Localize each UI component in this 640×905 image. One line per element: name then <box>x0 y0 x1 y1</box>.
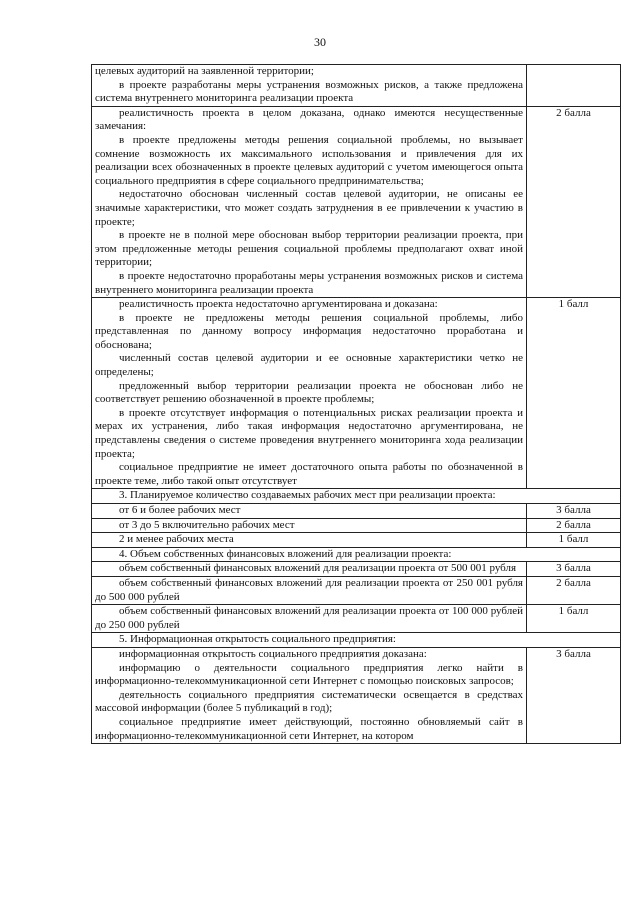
score-cell: 3 балла <box>527 504 621 519</box>
criterion-paragraph: реалистичность проекта в целом доказана, однако имеются несущественные замечания: <box>95 106 523 133</box>
criterion-row <box>92 518 621 533</box>
criterion-description <box>92 562 527 577</box>
criterion-paragraph: целевых аудиторий на заявленной территории; <box>95 65 314 77</box>
criteria-table <box>91 64 621 744</box>
section-heading <box>92 547 621 562</box>
criterion-description <box>92 106 527 297</box>
section-heading <box>92 633 621 648</box>
criterion-paragraph: предложенный выбор территории реализации проекта не обоснован либо не соответствует решению обозначенной в проекте проблемы; <box>95 379 523 406</box>
criterion-row <box>92 533 621 548</box>
criterion-paragraph: численный состав целевой аудитории и ее основные характеристики четко не определены; <box>95 352 523 379</box>
criterion-paragraph: деятельность социального предприятия систематически освещается в средствах массовой информации (более 5 публикаций в год); <box>95 688 523 715</box>
section-heading <box>92 489 621 504</box>
criterion-description <box>92 533 527 548</box>
criterion-row <box>92 562 621 577</box>
criterion-paragraph: социальное предприятие имеет действующий, постоянно обновляемый сайт в информационно-телекоммуникационной сети Интернет, на котором <box>95 715 523 742</box>
section-heading-row <box>92 633 621 648</box>
criterion-row <box>92 647 621 743</box>
score-cell: 2 балла <box>527 576 621 604</box>
section-heading-row <box>92 489 621 504</box>
criterion-description <box>92 298 527 489</box>
criterion-paragraph: в проекте не предложены методы решения социальной проблемы, либо представленная по данному вопросу информация недостаточно проработана и обоснована; <box>95 311 523 351</box>
criterion-paragraph: информацию о деятельности социального предприятия легко найти в информационно-телекоммуникационной сети Интернет с помощью поисковых запросов; <box>95 661 523 688</box>
criterion-paragraph: в проекте предложены методы решения социальной проблемы, но вызывает сомнение возможность их максимального использования и привлечения для их реализации всех обозначенных в проекте целевых аудиторий с учетом имеющегося опыта социального предприятия в сфере социального предпринимательства; <box>95 133 523 187</box>
score-cell: 2 балла <box>527 106 621 297</box>
criterion-paragraph: недостаточно обоснован численный состав целевой аудитории, не описаны ее значимые характеристики, что может создать затруднения в ее привлечении к участию в проекте; <box>95 188 523 228</box>
section-heading-row <box>92 547 621 562</box>
score-cell: 2 балла <box>527 518 621 533</box>
criterion-paragraph: в проекте разработаны меры устранения возможных рисков, а также предложена система внутреннего мониторинга реализации проекта <box>95 78 523 105</box>
score-cell: 1 балл <box>527 298 621 489</box>
score-cell: 3 балла <box>527 647 621 743</box>
criterion-row <box>92 576 621 604</box>
criterion-row <box>92 298 621 489</box>
page-number: 30 <box>314 35 326 49</box>
section-heading-text: 3. Планируемое количество создаваемых рабочих мест при реализации проекта: <box>119 489 496 502</box>
criterion-description <box>92 576 527 604</box>
criterion-paragraph: информационная открытость социального предприятия доказана: <box>119 647 427 660</box>
score-cell: 1 балл <box>527 533 621 548</box>
criterion-paragraph: в проекте не в полной мере обоснован выбор территории реализации проекта, при этом предложенные методы решения социальной проблемы предполагают охват иной территории; <box>95 229 523 269</box>
criterion-description <box>92 518 527 533</box>
section-heading-text: 4. Объем собственных финансовых вложений для реализации проекта: <box>119 547 452 560</box>
score-cell <box>527 65 621 107</box>
criterion-paragraph: 2 и менее рабочих места <box>119 533 234 546</box>
criterion-paragraph: социальное предприятие не имеет достаточного опыта работы по обозначенной в проекте теме, либо такой опыт отсутствует <box>95 461 523 487</box>
criterion-paragraph: в проекте отсутствует информация о потенциальных рисках реализации проекта и мерах их устранения, либо такая информация недостаточно аргументирована, не представлены сведения о системе проведения внутреннего мониторинга хода реализации проекта; <box>95 406 523 460</box>
criterion-row <box>92 605 621 633</box>
score-cell: 3 балла <box>527 562 621 577</box>
criterion-paragraph: реалистичность проекта недостаточно аргументирована и доказана: <box>119 298 438 311</box>
criterion-paragraph: в проекте недостаточно проработаны меры устранения возможных рисков и система внутреннего мониторинга реализации проекта <box>95 269 523 296</box>
section-heading-text: 5. Информационная открытость социального предприятия: <box>119 633 396 646</box>
criterion-description <box>92 65 527 107</box>
criterion-paragraph: объем собственный финансовых вложений для реализации проекта от 250 001 рубля до 500 000 рублей <box>95 576 523 603</box>
criterion-row <box>92 106 621 297</box>
criterion-paragraph: от 6 и более рабочих мест <box>119 504 241 516</box>
criterion-paragraph: объем собственный финансовых вложений для реализации проекта от 100 000 рублей до 250 000 рублей <box>95 605 523 631</box>
criterion-description <box>92 504 527 519</box>
score-cell: 1 балл <box>527 605 621 633</box>
criteria-table-body <box>92 65 621 744</box>
criterion-paragraph: от 3 до 5 включительно рабочих мест <box>119 518 295 531</box>
criterion-row <box>92 65 621 107</box>
criterion-description <box>92 647 527 743</box>
criterion-paragraph: объем собственный финансовых вложений для реализации проекта от 500 001 рубля <box>119 562 517 575</box>
criterion-description <box>92 605 527 633</box>
criterion-row <box>92 504 621 519</box>
